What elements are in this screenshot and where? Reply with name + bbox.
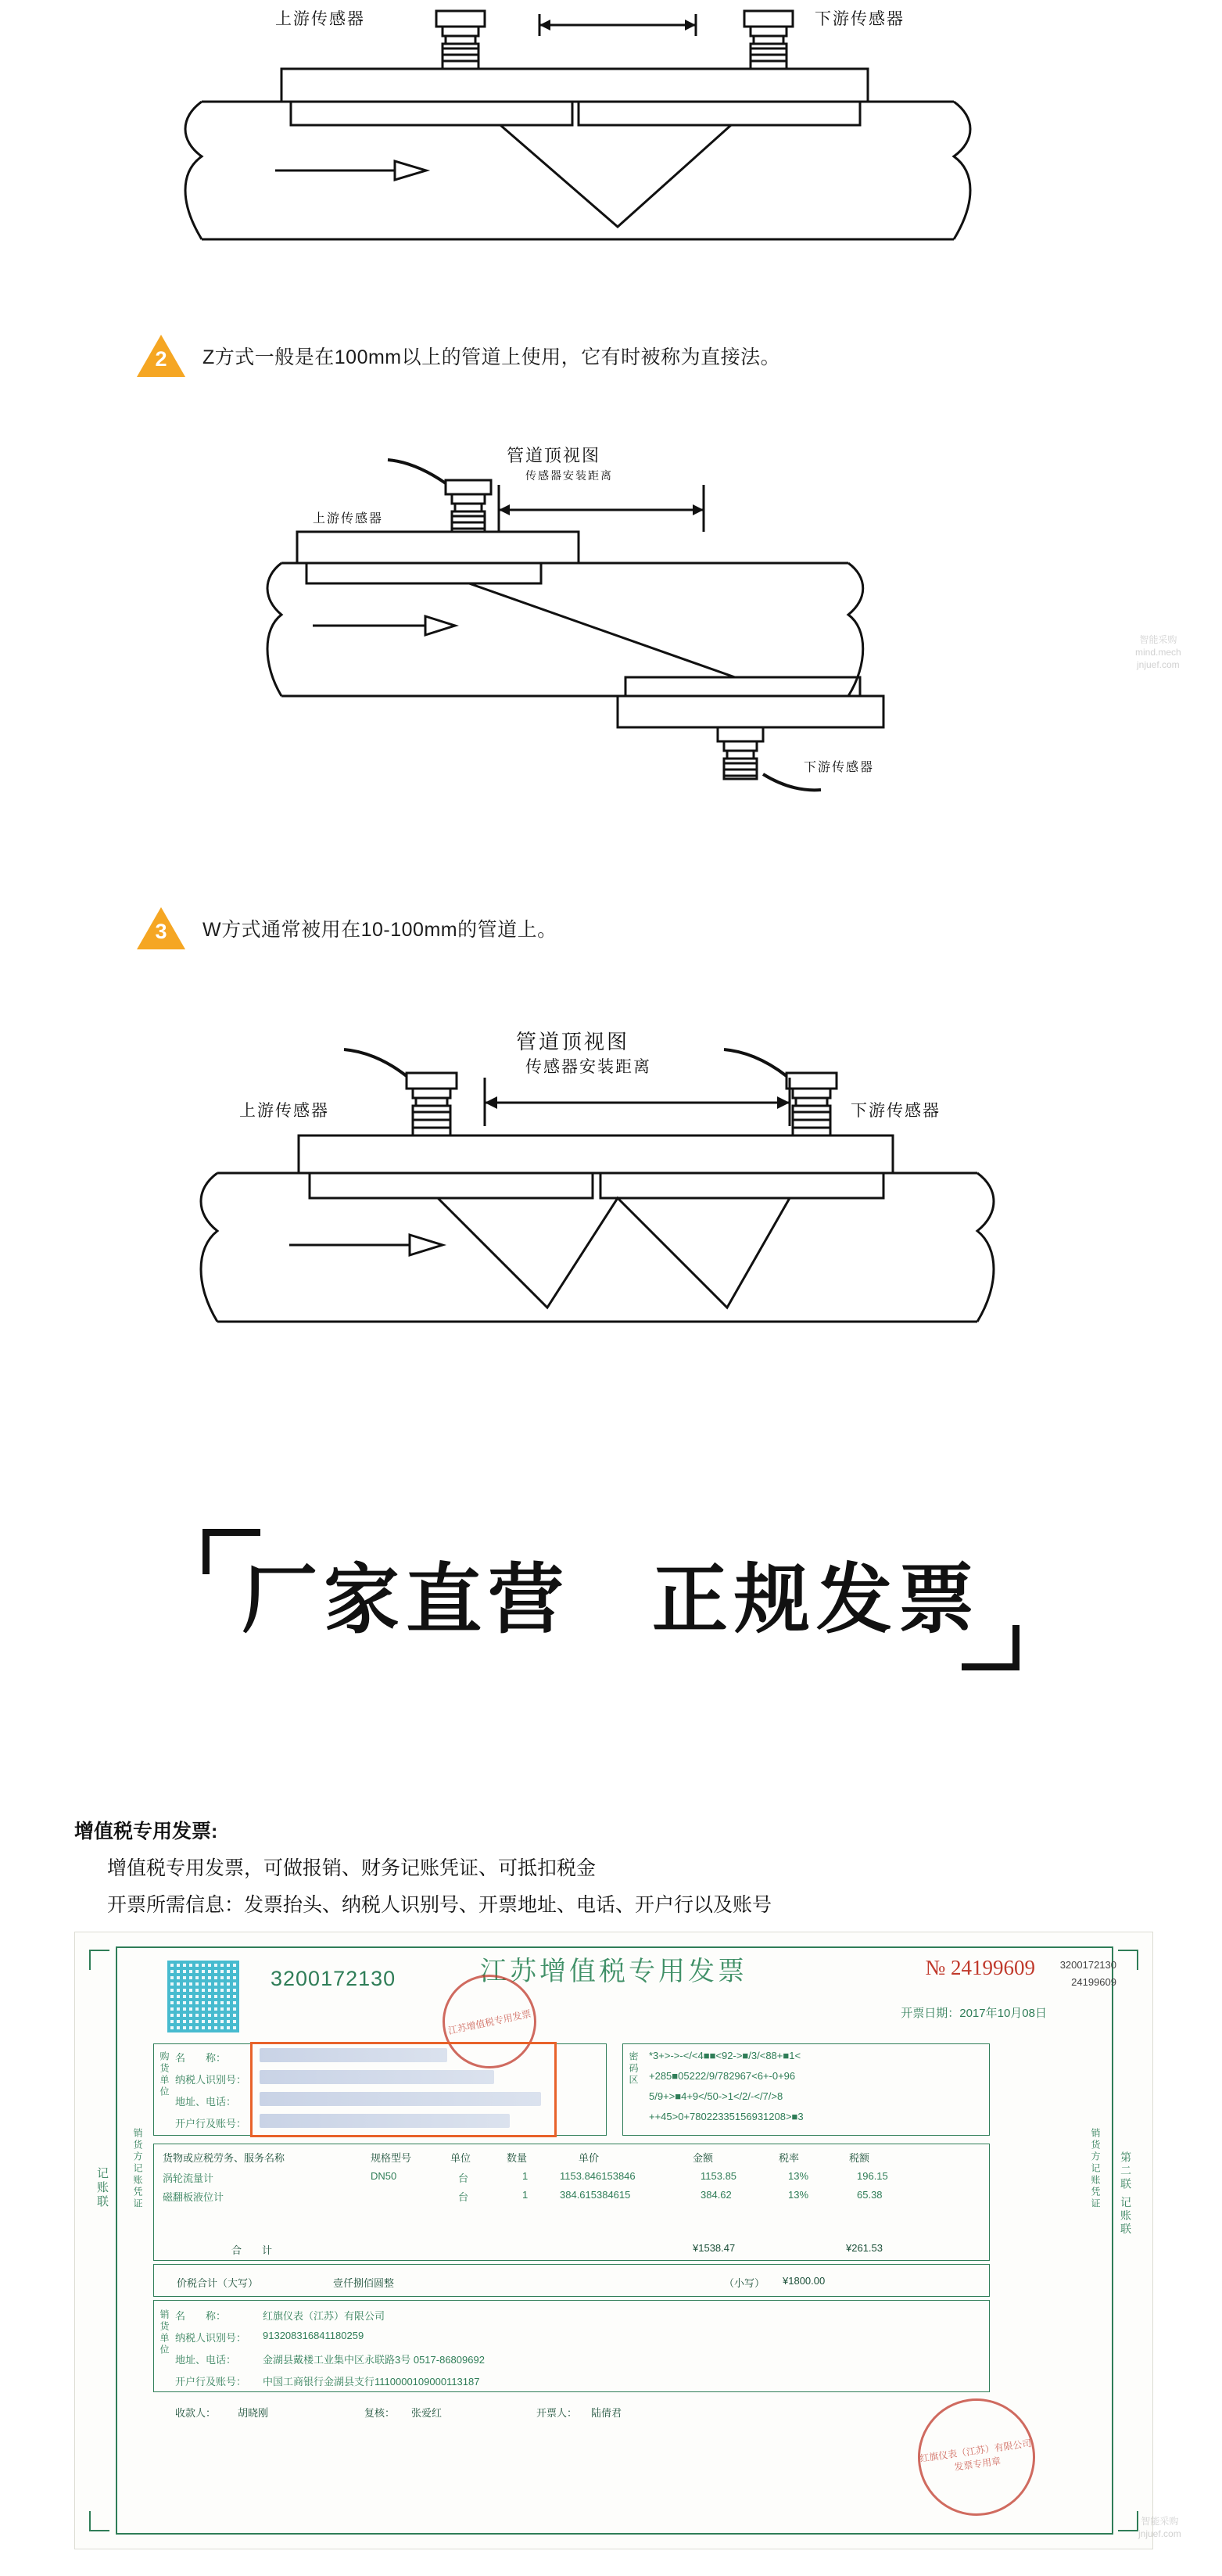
invoice-number: 24199609 (951, 1956, 1035, 1979)
invoice-info-line1: 增值税专用发票，可做报销、财务记账凭证、可抵扣税金 (107, 1857, 597, 1879)
watermark-middle-line1: 智能采购 (1139, 634, 1177, 645)
invoice-number-symbol: № (925, 1956, 946, 1979)
footer-drawer-label: 开票人： (536, 2407, 578, 2419)
invoice-info-line2: 开票所需信息：发票抬头、纳税人识别号、开票地址、电话、开户行以及账号 (107, 1894, 772, 1916)
table-row-1-name: 涡轮流量计 (163, 2172, 214, 2184)
step-3-number: 3 (155, 920, 167, 943)
label-upstream-sensor: 上游传感器 (313, 512, 384, 526)
buyer-row-name-label: 名 称： (175, 2052, 227, 2064)
watermark-middle (1135, 633, 1181, 672)
z-method-drawing (0, 438, 1222, 837)
grand-total-label: 价税合计（大写） (177, 2277, 259, 2289)
w-method-drawing (0, 1017, 1222, 1455)
seller-bank: 中国工商银行金湖县支行1110000109000113187 (263, 2376, 480, 2388)
step-2-number: 2 (155, 347, 167, 371)
cipher-line-1: *3+>->-</<4■■<92->■/3/<88+■1< (649, 2050, 801, 2061)
step-3-badge (137, 907, 185, 949)
buyer-redaction-highlight (250, 2042, 557, 2137)
total-tax: ¥261.53 (846, 2242, 883, 2254)
step-row-2 (137, 335, 780, 377)
seller-taxno: 913208316841180259 (263, 2330, 364, 2341)
items-header-spec: 规格型号 (371, 2152, 412, 2164)
invoice-image (74, 1932, 1153, 2549)
invoice-qr-code (167, 1961, 239, 2032)
seller-name: 红旗仪表（江苏）有限公司 (263, 2310, 385, 2322)
footer-payee: 胡晓刚 (238, 2407, 269, 2419)
buyer-row-addr-label: 地址、电话： (175, 2096, 237, 2108)
table-row-2-amount: 384.62 (701, 2189, 732, 2201)
label-downstream-sensor: 下游传感器 (804, 761, 875, 774)
items-header-unit: 单位 (450, 2152, 471, 2164)
label-install-distance: 传感器安装距离 (525, 469, 613, 482)
invoice-date-value: 2017年10月08日 (959, 2007, 1047, 2020)
table-row-2-name: 磁翻板液位计 (163, 2191, 224, 2203)
invoice-right-side-sub: 销货方记账凭证 (1090, 2128, 1101, 2210)
grand-total-block (153, 2264, 990, 2297)
invoice-info-heading: 增值税专用发票: (74, 1821, 218, 1842)
table-row-2-price: 384.615384615 (560, 2189, 631, 2201)
footer-payee-label: 收款人： (175, 2407, 217, 2419)
invoice-right-side-label: 第二联 记账联 (1120, 2151, 1132, 2237)
seller-name-label: 名 称： (175, 2310, 227, 2322)
total-label: 合 计 (231, 2244, 273, 2256)
invoice-left-side-sub: 销货方记账凭证 (132, 2128, 143, 2210)
label-downstream-sensor: 下游传感器 (851, 1102, 941, 1120)
total-amount: ¥1538.47 (693, 2242, 736, 2254)
watermark-middle-line2: mind.mech (1135, 647, 1181, 658)
cipher-line-3: 5/9+>■4+9</50->1</2/-</7/>8 (649, 2090, 783, 2102)
watermark-bottom-line1: 智能采购 (1141, 2516, 1179, 2527)
label-top-view: 管道顶视图 (516, 1030, 630, 1053)
seller-taxno-label: 纳税人识别号： (175, 2332, 247, 2344)
tax-stamp-icon: 江苏增值税专用发票 (434, 1966, 545, 2077)
invoice-date (901, 2004, 1047, 2021)
label-top-view: 管道顶视图 (507, 446, 601, 465)
table-row-2-rate: 13% (788, 2189, 809, 2201)
cipher-line-2: +285■05222/9/782967<6+-0+96 (649, 2070, 796, 2082)
bracket-bottom-right-icon (962, 1625, 1020, 1670)
table-row-1-rate: 13% (788, 2170, 809, 2182)
invoice-number-sub-bottom: 24199609 (1071, 1976, 1116, 1988)
seller-addr: 金湖县戴楼工业集中区永联路3号 0517-86809692 (263, 2354, 485, 2366)
buyer-block-title: 购货单位 (159, 2051, 170, 2098)
grand-total-upper: 壹仟捌佰圆整 (333, 2277, 395, 2289)
footer-drawer: 陆倩君 (591, 2407, 622, 2419)
buyer-row-bank-label: 开户行及账号： (175, 2118, 247, 2129)
watermark-bottom (1138, 2515, 1181, 2540)
table-row-2-tax: 65.38 (857, 2189, 883, 2201)
invoice-code: 3200172130 (271, 1967, 396, 1990)
items-header-price: 单价 (579, 2152, 600, 2164)
invoice-info (74, 1816, 1169, 1918)
label-install-distance: 传感器安装距离 (525, 1058, 651, 1076)
table-row-1-spec: DN50 (371, 2170, 397, 2182)
bracket-top-left-icon (202, 1529, 260, 1574)
table-row-1-unit: 台 (458, 2172, 469, 2184)
banner-text: 厂家直营 正规发票 (242, 1556, 980, 1642)
banner (0, 1509, 1222, 1689)
items-header-rate: 税率 (779, 2152, 800, 2164)
items-header-name: 货物或应税劳务、服务名称 (163, 2152, 285, 2164)
table-row-1-tax: 196.15 (857, 2170, 888, 2182)
seller-block-title: 销货单位 (159, 2309, 170, 2356)
invoice-date-label: 开票日期： (901, 2007, 960, 2020)
diagram-v-method (0, 0, 1222, 258)
cipher-block-title: 密码区 (628, 2051, 639, 2086)
label-downstream-sensor: 下游传感器 (815, 10, 905, 28)
step-2-badge (137, 335, 185, 377)
label-upstream-sensor: 上游传感器 (239, 1102, 329, 1120)
buyer-row-taxno-label: 纳税人识别号： (175, 2074, 247, 2086)
corner-mark-bl-icon (89, 2511, 109, 2531)
table-row-2-unit: 台 (458, 2191, 469, 2203)
diagram-z-method (0, 438, 1222, 837)
invoice-title: 江苏增值税专用发票 (480, 1957, 747, 1986)
items-header-tax: 税额 (849, 2152, 870, 2164)
footer-reviewer-label: 复核： (364, 2407, 396, 2419)
table-row-1-qty: 1 (522, 2170, 529, 2182)
diagram-w-method (0, 1017, 1222, 1455)
table-row-1-amount: 1153.85 (701, 2170, 737, 2182)
seller-bank-label: 开户行及账号： (175, 2376, 247, 2388)
step-2-text: Z方式一般是在100mm以上的管道上使用，它有时被称为直接法。 (202, 346, 781, 368)
corner-mark-br-icon (1118, 2511, 1138, 2531)
label-upstream-sensor: 上游传感器 (275, 10, 365, 28)
step-row-3 (137, 907, 557, 949)
table-row-1-price: 1153.846153846 (560, 2170, 636, 2182)
invoice-left-side-label: 记账联 (95, 2167, 109, 2209)
grand-total-lower-label: （小写） (724, 2277, 765, 2289)
step-3-text: W方式通常被用在10-100mm的管道上。 (202, 919, 557, 941)
v-method-drawing (0, 0, 1222, 258)
grand-total-lower: ¥1800.00 (783, 2275, 826, 2287)
items-header-amount: 金额 (693, 2152, 714, 2164)
watermark-middle-line3: jnjuef.com (1136, 659, 1180, 671)
footer-reviewer: 张爱红 (411, 2407, 443, 2419)
banner-inner (210, 1556, 1012, 1642)
invoice-number-block (925, 1956, 1035, 1980)
company-stamp-icon: 红旗仪表（江苏）有限公司 发票专用章 (910, 2391, 1042, 2523)
watermark-bottom-line2: jnjuef.com (1138, 2528, 1181, 2540)
cipher-line-4: ++45>0+78022335156931208>■3 (649, 2111, 804, 2122)
items-header-qty: 数量 (507, 2152, 528, 2164)
invoice-number-sub-top: 3200172130 (1059, 1959, 1116, 1971)
seller-addr-label: 地址、电话： (175, 2354, 237, 2366)
table-row-2-qty: 1 (522, 2189, 529, 2201)
